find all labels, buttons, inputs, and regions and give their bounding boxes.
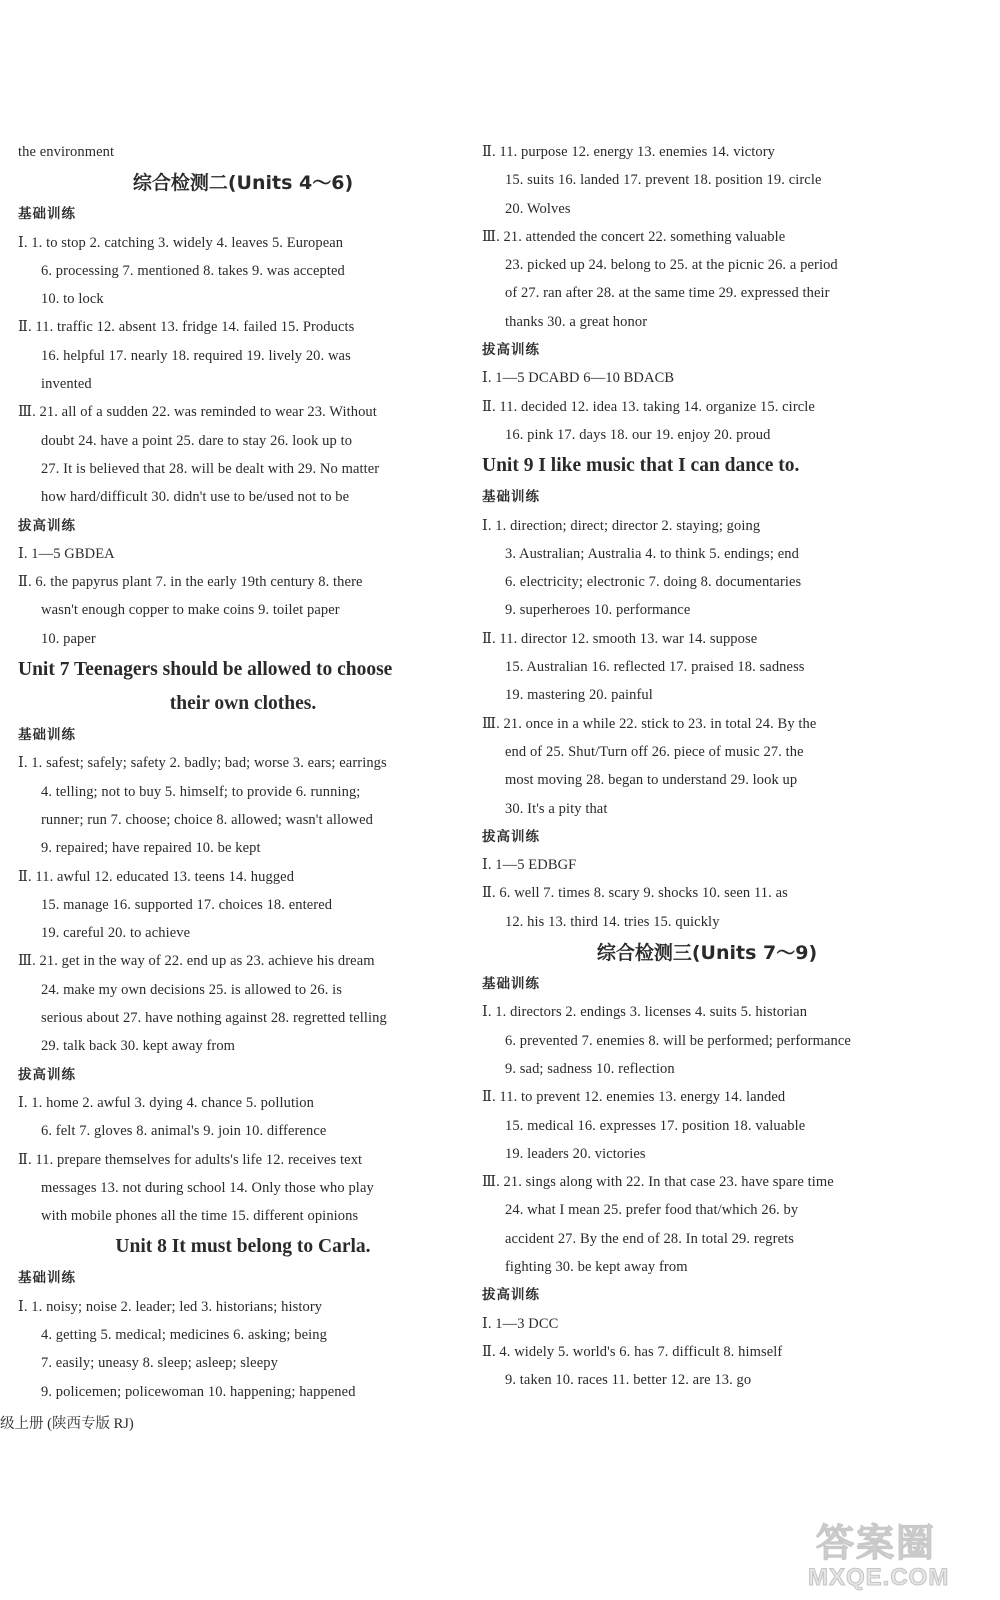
- answer-line: 12. his 13. third 14. tries 15. quickly: [505, 913, 720, 930]
- section-heading: 拔高训练: [18, 517, 76, 534]
- answer-line: thanks 30. a great honor: [505, 313, 648, 330]
- answer-line: 9. superheroes 10. performance: [505, 602, 691, 619]
- page-footer: 级上册 (陕西专版 RJ): [0, 1416, 134, 1432]
- answer-line: how hard/difficult 30. didn't use to be/used not to be: [41, 489, 350, 506]
- answer-line: of 27. ran after 28. at the same time 29. expressed their: [505, 285, 830, 302]
- answer-line: Ⅰ. 1. to stop 2. catching 3. widely 4. leaves 5. European: [18, 234, 344, 251]
- answer-line: 6. prevented 7. enemies 8. will be performed; performance: [505, 1032, 851, 1049]
- answer-line: Ⅱ. 6. well 7. times 8. scary 9. shocks 10. seen 11. as: [482, 885, 788, 902]
- unit-title: Unit 8 It must belong to Carla.: [115, 1236, 371, 1258]
- answer-line: 6. electricity; electronic 7. doing 8. documentaries: [505, 574, 802, 591]
- unit-title: Unit 9 I like music that I can dance to.: [482, 455, 800, 477]
- answer-line: 10. paper: [41, 630, 96, 647]
- test-title: 综合检测二(Units 4～6): [132, 172, 354, 195]
- answer-line: Ⅲ. 21. get in the way of 22. end up as 23. achieve his dream: [18, 953, 375, 970]
- answer-line: serious about 27. have nothing against 28. regretted telling: [41, 1010, 387, 1027]
- answer-line: 30. It's a pity that: [505, 800, 608, 817]
- answer-line: 15. manage 16. supported 17. choices 18. entered: [41, 896, 333, 913]
- answer-line: 29. talk back 30. kept away from: [41, 1038, 236, 1055]
- answer-line: 19. leaders 20. victories: [505, 1145, 646, 1162]
- section-heading: 拔高训练: [482, 828, 540, 845]
- answer-line: Ⅲ. 21. all of a sudden 22. was reminded to wear 23. Without: [18, 404, 377, 421]
- answer-line: 16. helpful 17. nearly 18. required 19. lively 20. was: [41, 347, 351, 364]
- answer-line: most moving 28. began to understand 29. look up: [505, 772, 798, 789]
- section-heading: 基础训练: [18, 1270, 76, 1287]
- answer-line: accident 27. By the end of 28. In total 29. regrets: [505, 1230, 794, 1247]
- answer-line: messages 13. not during school 14. Only those who play: [41, 1179, 374, 1196]
- answer-line: Ⅱ. 11. purpose 12. energy 13. enemies 14. victory: [482, 144, 776, 160]
- answer-line: 15. medical 16. expresses 17. position 18. valuable: [505, 1117, 806, 1134]
- answer-line: Ⅱ. 11. decided 12. idea 13. taking 14. organize 15. circle: [482, 398, 815, 415]
- unit-title: Unit 7 Teenagers should be allowed to choose: [18, 659, 393, 681]
- answer-line: Ⅰ. 1—5 DCABD 6—10 BDACB: [482, 370, 675, 387]
- answer-line: Ⅱ. 4. widely 5. world's 6. has 7. difficult 8. himself: [482, 1343, 783, 1360]
- unit-title: their own clothes.: [169, 693, 317, 715]
- answer-line: 23. picked up 24. belong to 25. at the picnic 26. a period: [505, 257, 838, 274]
- answer-line: Ⅱ. 6. the papyrus plant 7. in the early 19th century 8. there: [18, 574, 363, 591]
- answer-line: Ⅰ. 1—3 DCC: [482, 1315, 559, 1332]
- section-heading: 基础训练: [18, 206, 76, 223]
- answer-line: with mobile phones all the time 15. different opinions: [41, 1208, 359, 1225]
- answer-line: Ⅰ. 1. direction; direct; director 2. staying; going: [482, 517, 761, 534]
- answer-line: Ⅱ. 11. to prevent 12. enemies 13. energy 14. landed: [482, 1089, 786, 1106]
- answer-line: 7. easily; uneasy 8. sleep; asleep; sleepy: [41, 1355, 278, 1372]
- right-column: [482, 138, 932, 1394]
- answer-line: doubt 24. have a point 25. dare to stay 26. look up to: [41, 432, 353, 449]
- answer-line: Ⅱ. 11. traffic 12. absent 13. fridge 14. failed 15. Products: [18, 319, 355, 336]
- answer-line: 19. mastering 20. painful: [505, 687, 653, 704]
- answer-line: Ⅱ. 11. director 12. smooth 13. war 14. suppose: [482, 630, 758, 647]
- answer-line: 19. careful 20. to achieve: [41, 925, 191, 942]
- answer-line: 9. taken 10. races 11. better 12. are 13. go: [505, 1372, 752, 1389]
- left-column: [18, 138, 468, 1406]
- answer-line: 4. telling; not to buy 5. himself; to provide 6. running;: [41, 783, 361, 800]
- answer-line: 24. what I mean 25. prefer food that/which 26. by: [505, 1202, 799, 1219]
- answer-line: 16. pink 17. days 18. our 19. enjoy 20. proud: [505, 426, 771, 443]
- answer-line: 6. processing 7. mentioned 8. takes 9. was accepted: [41, 262, 345, 279]
- test-title: 综合检测三(Units 7～9): [596, 942, 818, 965]
- answer-line: the environment: [18, 144, 115, 160]
- answer-line: 9. sad; sadness 10. reflection: [505, 1060, 675, 1077]
- answer-line: end of 25. Shut/Turn off 26. piece of music 27. the: [505, 743, 804, 760]
- answer-line: fighting 30. be kept away from: [505, 1258, 688, 1275]
- answer-line: wasn't enough copper to make coins 9. toilet paper: [41, 602, 340, 619]
- answer-line: Ⅰ. 1. home 2. awful 3. dying 4. chance 5. pollution: [18, 1094, 314, 1111]
- answer-line: 9. repaired; have repaired 10. be kept: [41, 840, 261, 857]
- section-heading: 拔高训练: [18, 1066, 76, 1083]
- answer-line: Ⅰ. 1—5 GBDEA: [18, 545, 115, 562]
- section-heading: 拔高训练: [482, 342, 540, 359]
- section-heading: 拔高训练: [482, 1287, 540, 1304]
- section-heading: 基础训练: [18, 727, 76, 744]
- answer-line: Ⅲ. 21. once in a while 22. stick to 23. in total 24. By the: [482, 715, 817, 732]
- answer-line: Ⅰ. 1. noisy; noise 2. leader; led 3. historians; history: [18, 1298, 323, 1315]
- section-heading: 基础训练: [482, 976, 540, 993]
- answer-line: Ⅲ. 21. sings along with 22. In that case 23. have spare time: [482, 1174, 834, 1191]
- watermark-text: 答案圈: [816, 1521, 937, 1565]
- answer-line: 4. getting 5. medical; medicines 6. asking; being: [41, 1326, 327, 1343]
- answer-line: invented: [41, 376, 92, 393]
- answer-line: 15. suits 16. landed 17. prevent 18. position 19. circle: [505, 172, 822, 189]
- answer-line: runner; run 7. choose; choice 8. allowed; wasn't allowed: [41, 811, 373, 828]
- answer-line: Ⅰ. 1—5 EDBGF: [482, 857, 577, 874]
- answer-line: Ⅱ. 11. prepare themselves for adults's life 12. receives text: [18, 1151, 363, 1168]
- watermark-url: MXQE.COM: [808, 1564, 950, 1591]
- answer-line: 10. to lock: [41, 291, 104, 308]
- answer-line: 24. make my own decisions 25. is allowed to 26. is: [41, 981, 343, 998]
- answer-line: 3. Australian; Australia 4. to think 5. endings; end: [505, 545, 799, 562]
- section-heading: 基础训练: [482, 489, 540, 506]
- answer-line: Ⅱ. 11. awful 12. educated 13. teens 14. hugged: [18, 868, 295, 885]
- answer-line: 9. policemen; policewoman 10. happening; happened: [41, 1383, 356, 1400]
- answer-line: Ⅰ. 1. safest; safely; safety 2. badly; bad; worse 3. ears; earrings: [18, 755, 387, 772]
- answer-line: 20. Wolves: [505, 200, 571, 217]
- watermark-logo: [808, 1512, 976, 1592]
- answer-line: Ⅲ. 21. attended the concert 22. something valuable: [482, 228, 786, 245]
- answer-line: 27. It is believed that 28. will be dealt with 29. No matter: [41, 460, 380, 477]
- answer-line: 15. Australian 16. reflected 17. praised 18. sadness: [505, 659, 805, 676]
- answer-line: Ⅰ. 1. directors 2. endings 3. licenses 4. suits 5. historian: [482, 1004, 808, 1021]
- answer-line: 6. felt 7. gloves 8. animal's 9. join 10. difference: [41, 1123, 327, 1140]
